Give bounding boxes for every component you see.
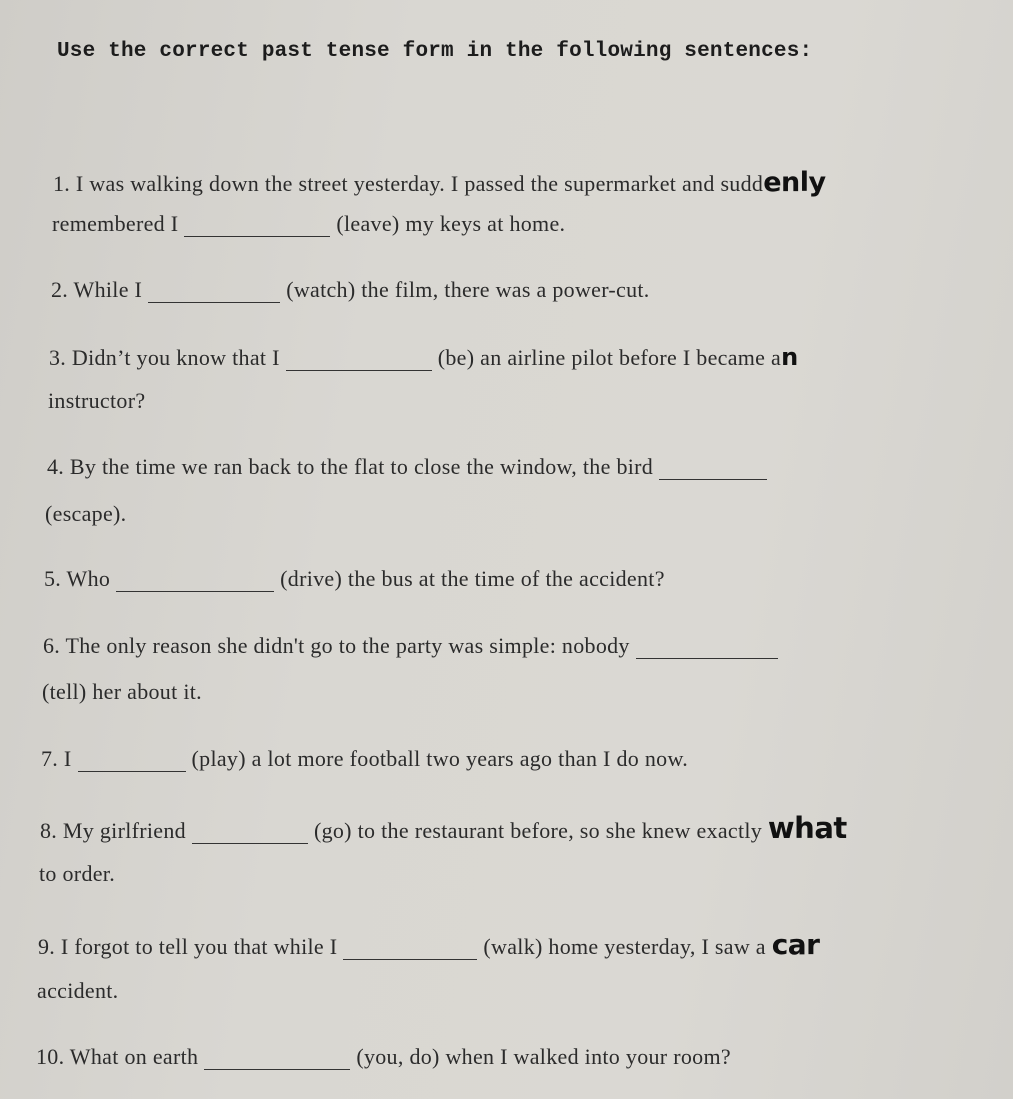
sentence-4-line-2 [45,501,126,527]
sentence-6-verb-hint: (tell) her about it. [42,679,202,704]
sentence-7-verb-hint: (play) a lot more football two years ago than I do now. [191,746,689,771]
sentence-4-verb-hint: (escape). [45,501,127,526]
sentence-8-text-cont: to order. [39,861,116,886]
sentence-8-line-1 [40,811,847,845]
sentence-6-text: 6. The only reason she didn't go to the party was simple: nobody [43,633,630,658]
handwritten-completion: car [771,928,820,961]
answer-blank-6[interactable] [636,657,778,659]
sentence-4-text: 4. By the time we ran back to the flat to close the window, the bird [47,454,654,479]
sentence-1-text: 1. I was walking down the street yesterday. I passed the supermarket and sudd [53,171,764,196]
sentence-3-text-cont: instructor? [48,388,146,413]
worksheet-title: Use the correct past tense form in the following sentences: [57,40,813,63]
sentence-8-verb-hint: (go) to the restaurant before, so she knew exactly [313,818,763,843]
sentence-8-text: 8. My girlfriend [40,818,186,843]
sentence-6-line-1 [43,633,784,659]
handwritten-completion: what [767,811,847,845]
sentence-5-text: 5. Who [44,566,111,591]
sentence-2-verb-hint: (watch) the film, there was a power-cut. [286,277,650,302]
sentence-9-text-cont: accident. [37,978,119,1003]
sentence-4-line-1 [47,454,773,480]
sentence-3-line-1 [49,343,798,371]
answer-blank-1[interactable] [184,235,330,237]
sentence-9-line-1 [38,928,820,961]
answer-blank-9[interactable] [343,958,477,960]
sentence-2 [51,277,650,303]
answer-blank-7[interactable] [78,770,186,772]
answer-blank-8[interactable] [192,842,308,844]
sentence-10-text: 10. What on earth [36,1044,199,1069]
sentence-1-line-2 [52,211,565,237]
sentence-2-text: 2. While I [51,277,143,302]
answer-blank-4[interactable] [659,478,767,480]
sentence-5-verb-hint: (drive) the bus at the time of the accident? [280,566,665,591]
sentence-5 [44,566,665,592]
sentence-1-verb-hint: (leave) my keys at home. [336,211,566,236]
sentence-7-text: 7. I [41,746,72,771]
answer-blank-10[interactable] [204,1068,350,1070]
sentence-9-line-2 [37,978,118,1004]
sentence-10-verb-hint: (you, do) when I walked into your room? [356,1044,731,1069]
sentence-8-line-2 [39,861,115,887]
sentence-9-text: 9. I forgot to tell you that while I [38,934,338,959]
sentence-6-line-2 [42,679,202,705]
handwritten-completion: enly [763,167,826,198]
answer-blank-5[interactable] [116,590,274,592]
sentence-3-line-2 [48,388,145,414]
sentence-10 [36,1044,731,1070]
sentence-1-line-1 [53,167,826,198]
sentence-1-text-cont: remembered I [52,211,179,236]
sentence-9-verb-hint: (walk) home yesterday, I saw a [483,934,766,959]
sentence-7 [41,746,688,772]
sentence-3-verb-hint: (be) an airline pilot before I became a [437,345,782,370]
answer-blank-3[interactable] [286,369,432,371]
sentence-3-text: 3. Didn’t you know that I [49,345,280,370]
answer-blank-2[interactable] [148,301,280,303]
handwritten-completion: n [781,343,798,371]
